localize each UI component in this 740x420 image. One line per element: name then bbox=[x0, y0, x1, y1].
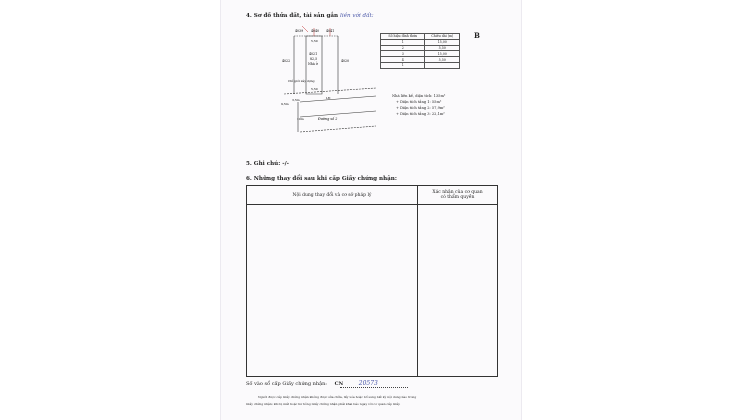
north-arrow-label: B bbox=[474, 31, 480, 40]
cell bbox=[425, 62, 460, 68]
setback-label: Chỉ giới xây dựng bbox=[288, 79, 315, 83]
dim-left-1: 9,5m bbox=[281, 102, 289, 106]
dim-top: 5,50 bbox=[311, 39, 318, 43]
register-label: Số vào sổ cấp Giấy chứng nhận: bbox=[246, 381, 327, 387]
house-note-1: Nhà liên kế, diện tích: 135m² bbox=[392, 94, 446, 98]
center-area: 82,5 bbox=[310, 57, 318, 61]
cell: 4 bbox=[381, 57, 425, 63]
parcel-plan-drawing bbox=[278, 22, 383, 147]
house-note-3: + Diện tích tầng 2: 57,9m² bbox=[396, 106, 445, 110]
road-label: Đường số 2 bbox=[318, 117, 338, 121]
section4-title: 4. Sơ đồ thửa đất, tài sản gắn liền với đất: bbox=[246, 13, 374, 19]
house-note-2: + Diện tích tầng 1: 55m² bbox=[396, 100, 442, 104]
dim-mid: 5,50 bbox=[311, 87, 318, 91]
confirmation-line2: có thẩm quyền bbox=[440, 195, 475, 200]
changes-header-content: Nội dung thay đổi và cơ sở pháp lý bbox=[247, 186, 418, 205]
parcel-4022: 4022 bbox=[282, 59, 291, 63]
dim-left-2: 3,5m bbox=[292, 98, 300, 102]
parcel-4041: 4041 bbox=[326, 29, 335, 33]
changes-confirmation-cell bbox=[418, 205, 498, 377]
house-note-4: + Diện tích tầng 3: 22,1m² bbox=[396, 112, 445, 116]
cell: 5,50 bbox=[425, 57, 460, 63]
parcel-4020: 4020 bbox=[341, 59, 350, 63]
changes-table bbox=[246, 185, 498, 377]
parcel-4040: 4040 bbox=[311, 29, 320, 33]
cell: 1 bbox=[381, 39, 425, 45]
cell: 15,00 bbox=[425, 51, 460, 57]
changes-header-confirmation bbox=[418, 186, 498, 205]
section5-title: 5. Ghi chú: -/- bbox=[246, 161, 289, 167]
parcel-4039: 4039 bbox=[295, 29, 304, 33]
dims-header-length: Chiều dài (m) bbox=[425, 34, 460, 40]
vertex-dimensions-table bbox=[380, 33, 460, 69]
register-number: 20573 bbox=[358, 380, 378, 387]
dims-header-vertex: Số hiệu đỉnh thửa bbox=[381, 34, 425, 40]
confirmation-line1: Xác nhận của cơ quan bbox=[432, 190, 483, 195]
cell: 15,00 bbox=[425, 39, 460, 45]
dim-left-3: 10m bbox=[297, 117, 304, 121]
lot-label: LĐ bbox=[326, 96, 331, 100]
register-underline bbox=[340, 387, 408, 388]
cell: 5,50 bbox=[425, 45, 460, 51]
cell: 1 bbox=[381, 62, 425, 68]
center-use: Nhà ở bbox=[308, 62, 318, 66]
center-parcel: 4021 bbox=[309, 52, 318, 56]
table-row bbox=[381, 62, 460, 68]
register-line bbox=[246, 380, 378, 387]
register-cn: CN bbox=[334, 381, 344, 387]
cell: 3 bbox=[381, 51, 425, 57]
footer-note-1: Người được cấp Giấy chứng nhận không được sửa chữa, tẩy xóa hoặc bổ sung bất kỳ nội dung nào trong bbox=[258, 395, 417, 399]
cell: 2 bbox=[381, 45, 425, 51]
section6-title: 6. Những thay đổi sau khi cấp Giấy chứng nhận: bbox=[246, 176, 397, 182]
footer-note-2: Giấy chứng nhận; khi bị mất hoặc hư hỏng Giấy chứng nhận phải khai báo ngay với cơ quan cấp Giấy. bbox=[246, 402, 401, 406]
changes-content-cell bbox=[247, 205, 418, 377]
